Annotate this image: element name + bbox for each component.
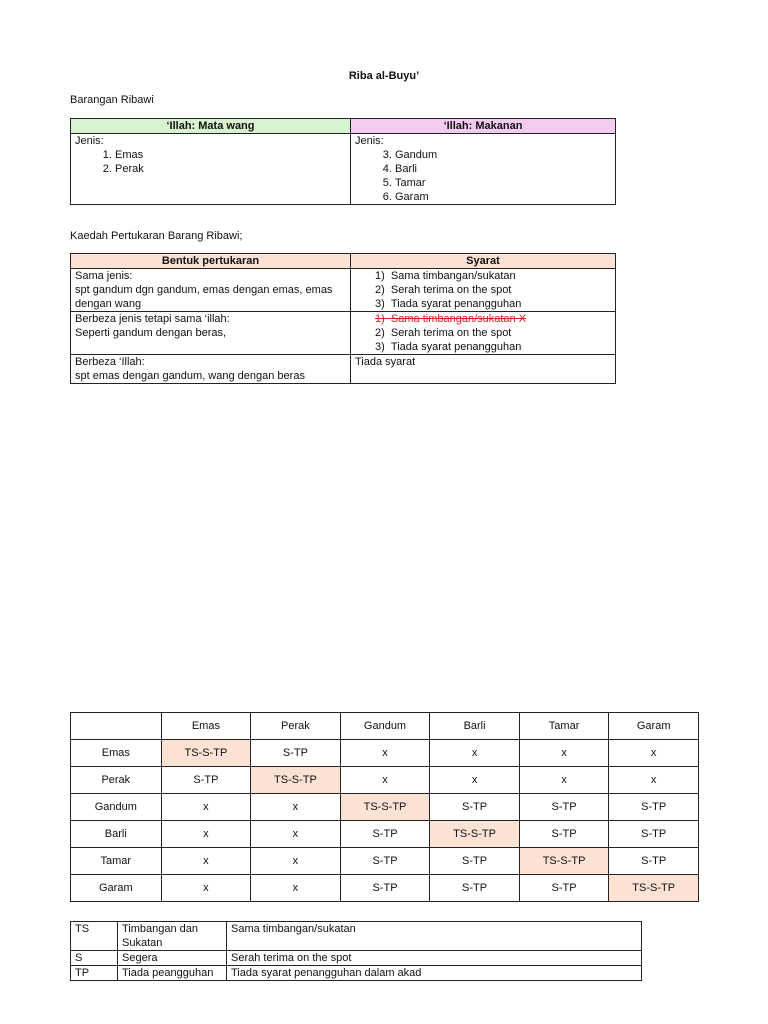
list-item: 2) Serah terima on the spot [375, 284, 512, 296]
illah-header-makanan: ‘Illah: Makanan [351, 119, 616, 134]
grid-column-header [71, 713, 162, 740]
grid-cell: S-TP [519, 875, 609, 902]
grid-cell: x [161, 875, 251, 902]
table-row [71, 355, 616, 384]
grid-cell: S-TP [609, 821, 699, 848]
grid-cell: S-TP [609, 794, 699, 821]
grid-cell: S-TP [519, 794, 609, 821]
grid-cell: S-TP [430, 848, 519, 875]
grid-cell: x [161, 794, 251, 821]
grid-cell: S-TP [251, 740, 341, 767]
legend-row [71, 951, 642, 966]
bentuk-cell [71, 269, 351, 312]
makanan-list [355, 148, 611, 204]
grid-cell: S-TP [609, 848, 699, 875]
list-item: 6. Garam [395, 190, 611, 204]
bentuk-cell [71, 312, 351, 355]
list-item: 3) Tiada syarat penangguhan [375, 298, 522, 310]
legend-code: TP [71, 966, 118, 981]
list-item: 2. Perak [115, 162, 346, 176]
grid-cell: TS-S-TP [430, 821, 519, 848]
section-label-kaedah: Kaedah Pertukaran Barang Ribawi; [70, 230, 243, 242]
syarat-cell [351, 312, 616, 355]
kaedah-header-syarat: Syarat [351, 254, 616, 269]
grid-cell: x [430, 740, 519, 767]
bentuk-title: Berbeza jenis tetapi sama ‘illah: [75, 313, 230, 325]
syarat-cell: Tiada syarat [351, 355, 616, 384]
legend-meaning: Tiada syarat penangguhan dalam akad [227, 966, 642, 981]
grid-cell: x [251, 794, 341, 821]
page-title: Riba al-Buyu’ [348, 70, 420, 82]
grid-column-header: Tamar [519, 713, 609, 740]
table-row [71, 269, 616, 312]
grid-column-header: Emas [161, 713, 251, 740]
list-item: 1. Emas [115, 148, 346, 162]
grid-cell: x [161, 848, 251, 875]
grid-cell: x [430, 767, 519, 794]
grid-cell: TS-S-TP [340, 794, 430, 821]
table-row [71, 875, 699, 902]
struck-item: 1) Sama timbangan/sukatan X [375, 313, 527, 325]
list-item: 1) Sama timbangan/sukatan [375, 270, 516, 282]
pertukaran-grid [70, 712, 699, 902]
bentuk-desc: spt emas dengan gandum, wang dengan beras [75, 370, 305, 382]
table-row [71, 740, 699, 767]
grid-row-header: Perak [71, 767, 162, 794]
legend-term: Segera [118, 951, 227, 966]
grid-cell: TS-S-TP [251, 767, 341, 794]
table-row [71, 794, 699, 821]
grid-cell: x [519, 740, 609, 767]
legend-meaning: Serah terima on the spot [227, 951, 642, 966]
grid-row-header: Emas [71, 740, 162, 767]
grid-header-row [71, 713, 699, 740]
matawang-list [75, 148, 346, 176]
syarat-list [355, 312, 611, 354]
grid-cell: S-TP [430, 875, 519, 902]
bentuk-cell [71, 355, 351, 384]
jenis-label: Jenis: [75, 135, 104, 147]
illah-cell-makanan [351, 134, 616, 205]
bentuk-desc: spt gandum dgn gandum, emas dengan emas, emas dengan wang [75, 284, 333, 310]
grid-cell: x [340, 767, 430, 794]
legend-code: TS [71, 922, 118, 951]
grid-row-header: Garam [71, 875, 162, 902]
illah-cell-matawang [71, 134, 351, 205]
table-row [71, 821, 699, 848]
grid-row-header: Gandum [71, 794, 162, 821]
grid-cell: x [609, 767, 699, 794]
grid-cell: x [251, 821, 341, 848]
syarat-cell [351, 269, 616, 312]
legend-meaning: Sama timbangan/sukatan [227, 922, 642, 951]
bentuk-desc: Seperti gandum dengan beras, [75, 327, 227, 339]
grid-cell: TS-S-TP [161, 740, 251, 767]
grid-cell: x [161, 821, 251, 848]
grid-cell: S-TP [519, 821, 609, 848]
grid-row-header: Tamar [71, 848, 162, 875]
grid-cell: x [251, 875, 341, 902]
grid-cell: x [609, 740, 699, 767]
grid-cell: TS-S-TP [609, 875, 699, 902]
kaedah-header-bentuk: Bentuk pertukaran [71, 254, 351, 269]
legend-term: Tiada peangguhan [118, 966, 227, 981]
table-row [71, 767, 699, 794]
grid-cell: S-TP [340, 848, 430, 875]
grid-cell: TS-S-TP [519, 848, 609, 875]
grid-column-header: Garam [609, 713, 699, 740]
illah-header-matawang: ‘Illah: Mata wang [71, 119, 351, 134]
list-item: 4. Barli [395, 162, 611, 176]
grid-cell: x [519, 767, 609, 794]
table-row [71, 312, 616, 355]
legend-row [71, 966, 642, 981]
bentuk-title: Sama jenis: [75, 270, 133, 282]
legend-term: Timbangan dan Sukatan [118, 922, 227, 951]
grid-cell: S-TP [430, 794, 519, 821]
list-item: 3) Tiada syarat penangguhan [375, 341, 522, 353]
legend-code: S [71, 951, 118, 966]
kaedah-table [70, 253, 616, 384]
grid-cell: x [340, 740, 430, 767]
illah-table [70, 118, 616, 205]
legend-row [71, 922, 642, 951]
grid-cell: S-TP [161, 767, 251, 794]
grid-column-header: Barli [430, 713, 519, 740]
jenis-label: Jenis: [355, 135, 384, 147]
grid-cell: S-TP [340, 821, 430, 848]
grid-row-header: Barli [71, 821, 162, 848]
legend-table [70, 921, 642, 981]
grid-column-header: Gandum [340, 713, 430, 740]
list-item: 2) Serah terima on the spot [375, 327, 512, 339]
list-item: 5. Tamar [395, 176, 611, 190]
syarat-list [355, 269, 611, 311]
table-row [71, 848, 699, 875]
bentuk-title: Berbeza ‘Illah: [75, 356, 145, 368]
grid-cell: x [251, 848, 341, 875]
section-label-barangan: Barangan Ribawi [70, 94, 154, 106]
grid-column-header: Perak [251, 713, 341, 740]
list-item: 3. Gandum [395, 148, 611, 162]
grid-cell: S-TP [340, 875, 430, 902]
